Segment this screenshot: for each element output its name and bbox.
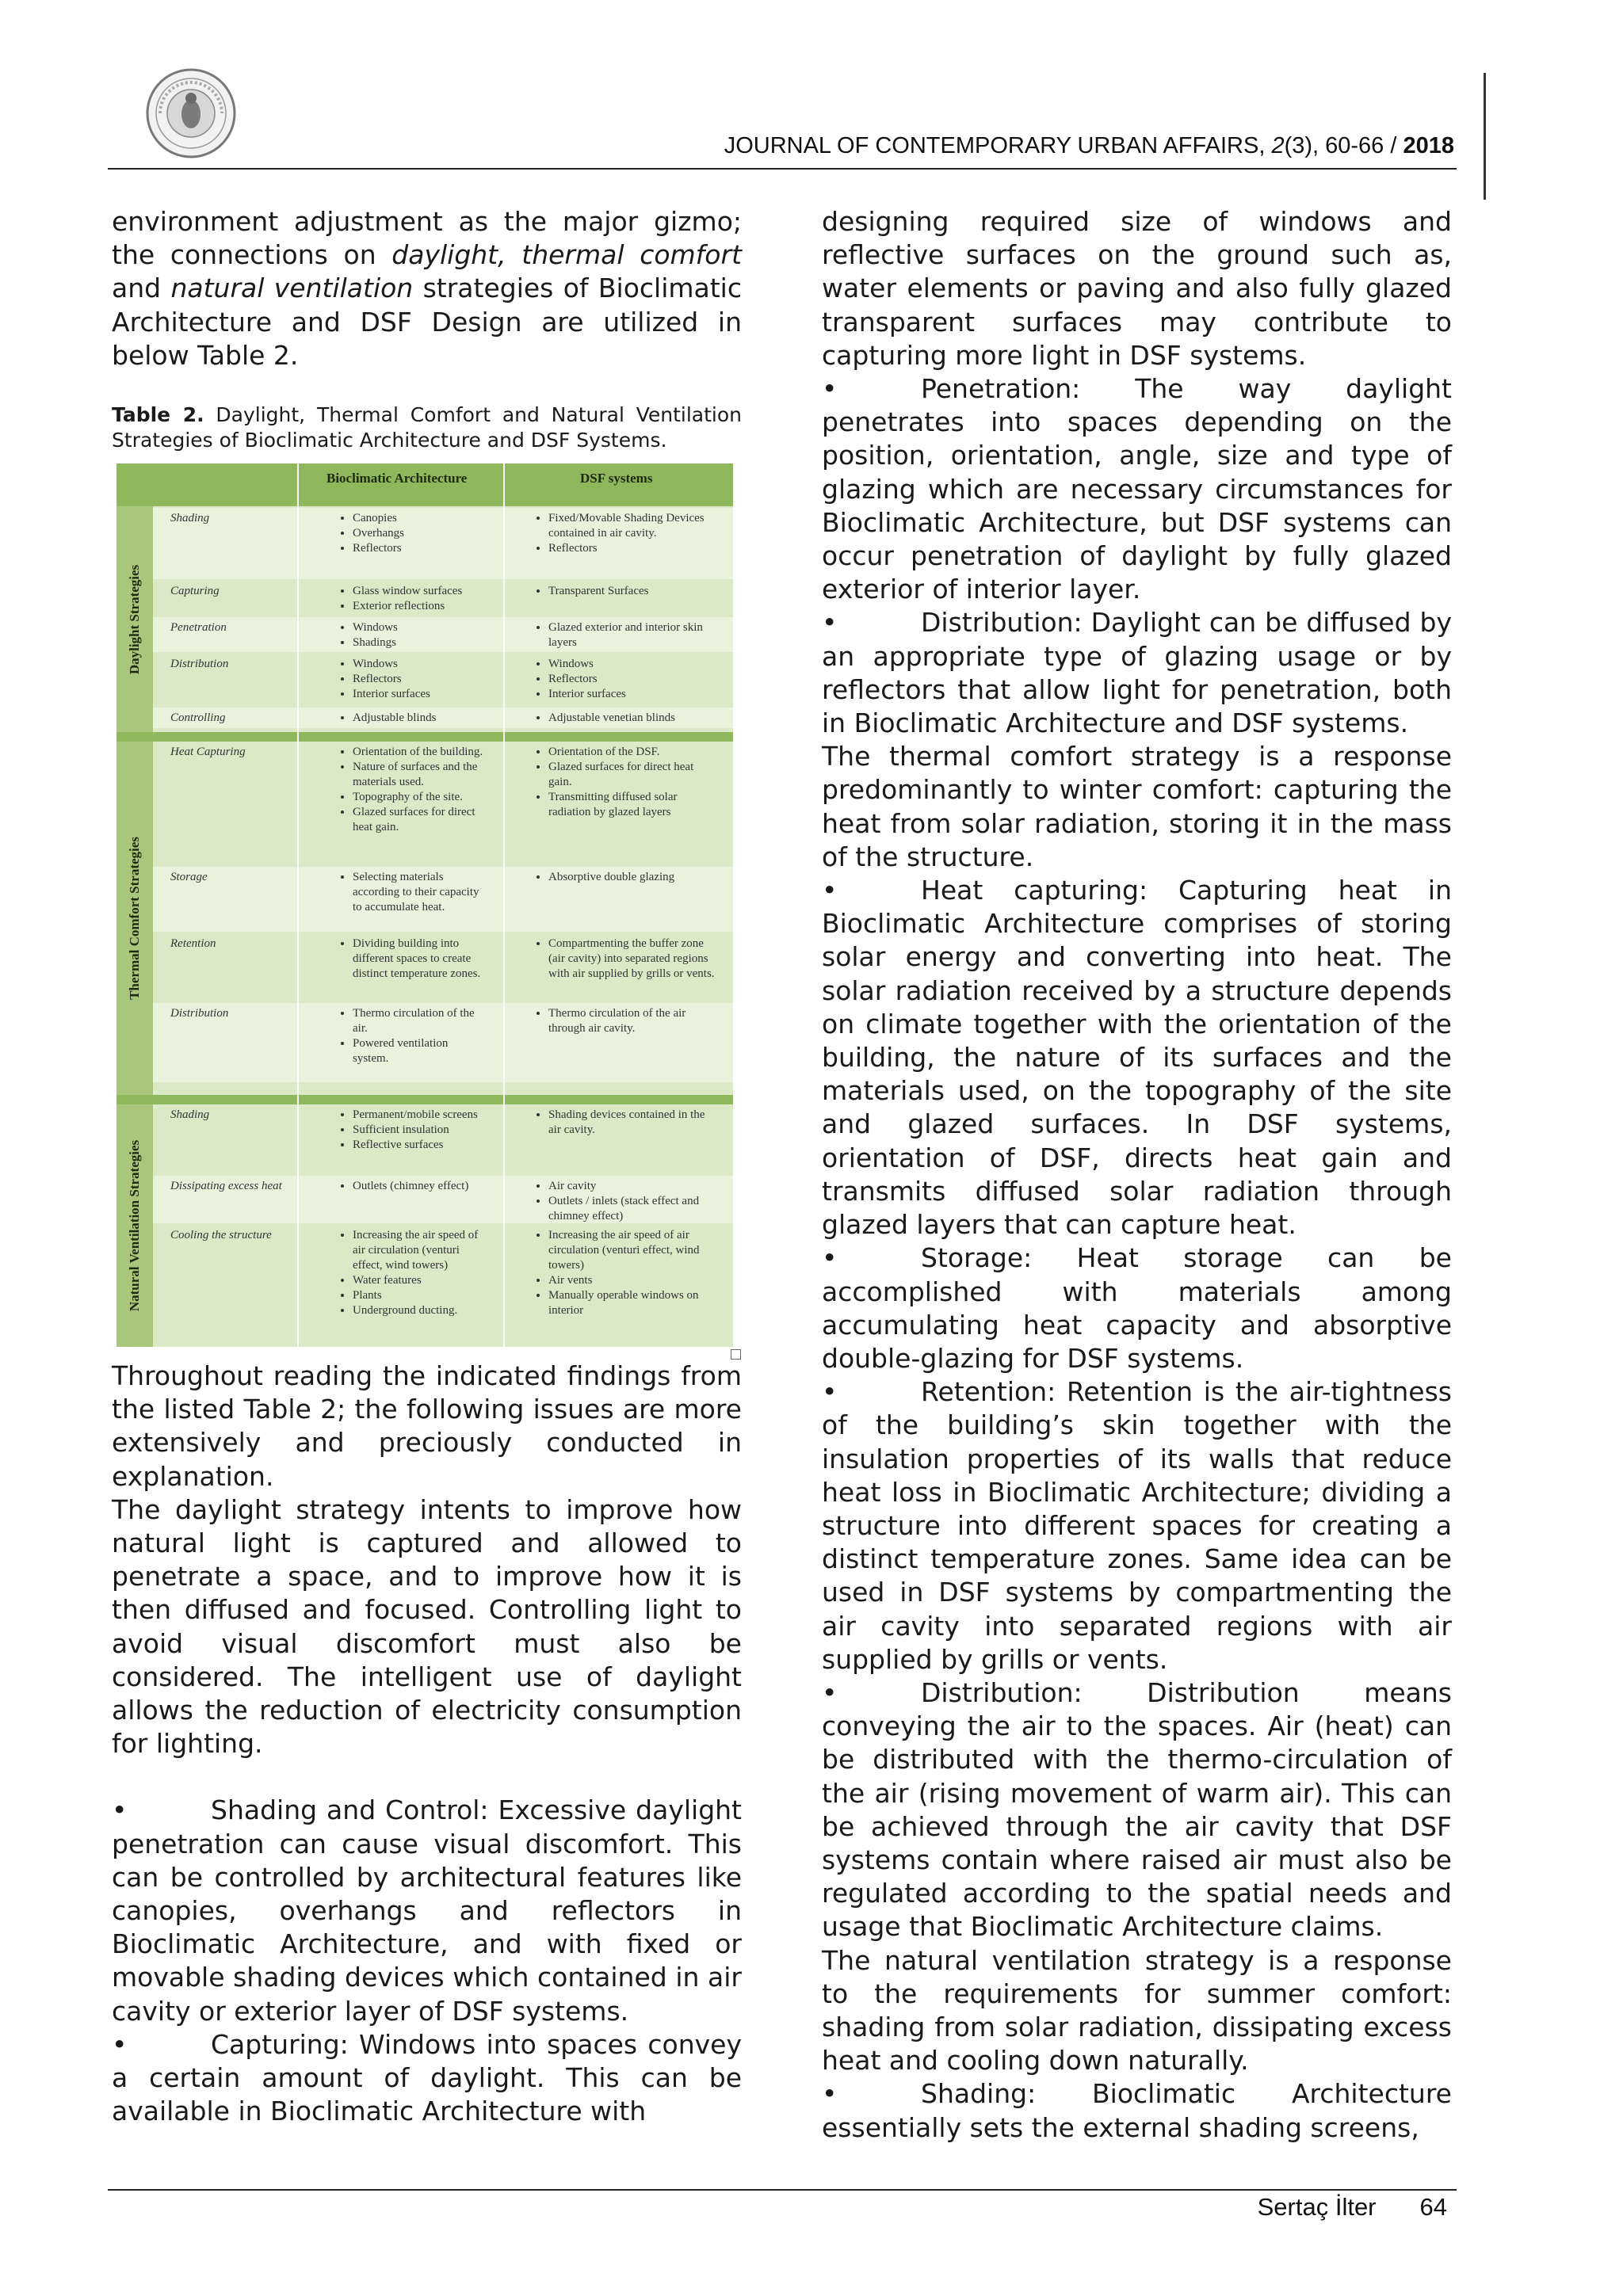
bullet-text: Capturing: Windows into spaces convey a certain amount of daylight. This can be available in Bioclimatic Architecture with — [112, 2028, 742, 2127]
paragraph-capturing-cont: designing required size of windows and reflective surfaces on the ground such as, water elements or paving and also fully glazed transparent surfaces may contribute to capturing more light in DSF systems. — [822, 206, 1452, 371]
table-cell-item: • Glazed exterior and interior skin layers — [548, 620, 720, 650]
bullet-symbol: • — [822, 1242, 838, 1274]
table-row — [153, 617, 733, 652]
bullet-symbol: • — [822, 875, 838, 906]
table-group-daylight — [116, 506, 153, 732]
table-row-strategy: Distribution — [170, 1007, 229, 1020]
table-cell-item: • Dividing building into different spaces to create distinct temperature zones. — [353, 936, 484, 982]
table-row — [153, 581, 733, 616]
table-cell-bioclimatic — [334, 1179, 484, 1194]
footer-rule — [108, 2189, 1457, 2191]
bullet-storage — [822, 1241, 1452, 1375]
bullet-symbol: • — [112, 2028, 128, 2060]
table-group-ventilation-label: Natural Ventilation Strategies — [127, 1139, 142, 1312]
table-cell-item: • Outlets (chimney effect) — [353, 1179, 484, 1194]
paragraph-ventilation-strategy: The natural ventilation strategy is a response to the requirements for summer comfort: shading from solar radiation, dissipating excess heat and cooling down naturally. — [822, 1944, 1452, 2077]
bullet-text: Retention: Retention is the air-tightness of the building’s skin together with the insulation properties of its walls that reduce heat loss in Bioclimatic Architecture; dividing a structure into different spaces for creating a distinct temperature zones. Same idea can be used in DSF systems by compartmenting the air cavity into separated regions with air supplied by grills or vents. — [822, 1376, 1452, 1675]
bullet-text: Distribution: Distribution means conveying the air to the spaces. Air (heat) can be distributed with the thermo-circulation of the air (rising movement of warm air). This can be achieved through the air cavity that DSF systems contain where raised air must also be regulated according to the spatial needs and usage that Bioclimatic Architecture claims. — [822, 1676, 1452, 1943]
journal-name: JOURNAL OF CONTEMPORARY URBAN AFFAIRS, — [724, 133, 1272, 158]
bullet-capturing — [112, 2028, 742, 2129]
table-cell-bioclimatic — [334, 584, 484, 614]
table-cell-bioclimatic — [334, 657, 484, 702]
table-row — [153, 654, 733, 706]
journal-year: 2018 — [1403, 133, 1454, 158]
paragraph-after-table: Throughout reading the indicated findings from the listed Table 2; the following issues are more extensively and preciously conducted in explanation. — [112, 1360, 742, 1492]
table-cell-bioclimatic — [334, 711, 484, 726]
table-col-bioclimatic: Bioclimatic Architecture — [327, 471, 468, 486]
table-group-ventilation — [116, 1104, 153, 1347]
table-row-strategy: Heat Capturing — [170, 746, 246, 758]
table-cell-item: • Windows — [353, 657, 484, 672]
table-row — [153, 1225, 733, 1347]
bullet-symbol: • — [112, 1794, 128, 1826]
table-caption-text: Daylight, Thermal Comfort and Natural Ventilation Strategies of Bioclimatic Architecture and DSF Systems. — [112, 403, 743, 452]
table-row-strategy: Retention — [170, 937, 216, 950]
right-column — [822, 205, 1452, 2145]
table-cell-item: • Reflective surfaces — [353, 1138, 484, 1153]
table-2 — [116, 463, 733, 1347]
bullet-retention — [822, 1375, 1452, 1676]
paragraph-gap — [112, 1760, 742, 1794]
table-row-strategy: Shading — [170, 512, 210, 524]
table-row — [153, 508, 733, 579]
table-cell-item: • Thermo circulation of the air. — [353, 1006, 484, 1036]
table-cell-item: • Overhangs — [353, 526, 484, 541]
table-cell-item: • Plants — [353, 1288, 484, 1303]
left-column-lower — [112, 1360, 742, 2128]
table-cell-item: • Absorptive double glazing — [548, 870, 720, 885]
table-cell-item: • Canopies — [353, 511, 484, 526]
table-cell-item: • Underground ducting. — [353, 1303, 484, 1318]
table-cell-dsf — [529, 1108, 720, 1138]
bullet-text: Shading and Control: Excessive daylight penetration can cause visual discomfort. This can be controlled by architectural features like canopies, overhangs and reflectors in Bioclimatic Architecture, and with fixed or movable shading devices which contained in air cavity or exterior layer of DSF systems. — [112, 1794, 742, 2027]
table-cell-item: • Manually operable windows on interior — [548, 1288, 720, 1318]
table-cell-item: • Selecting materials according to their capacity to accumulate heat. — [353, 870, 484, 915]
journal-seal-logo — [144, 67, 238, 160]
bullet-symbol: • — [822, 2078, 838, 2110]
table-cell-dsf — [529, 870, 720, 885]
table-row-strategy: Penetration — [170, 621, 227, 634]
table-cell-item: • Increasing the air speed of air circulation (venturi effect, wind towers) — [548, 1228, 720, 1273]
table-row — [153, 1104, 733, 1174]
bullet-symbol: • — [822, 373, 838, 405]
table-caption — [112, 402, 742, 453]
table-cell-item: • Permanent/mobile screens — [353, 1108, 484, 1123]
table-cell-bioclimatic — [334, 1108, 484, 1153]
table-row — [153, 707, 733, 728]
table-cell-item: • Reflectors — [353, 672, 484, 687]
table-col-dsf: DSF systems — [580, 471, 653, 486]
table-cell-item: • Reflectors — [548, 672, 720, 687]
table-cell-item: • Reflectors — [548, 541, 720, 556]
table-cell-item: • Transmitting diffused solar radiation by glazed layers — [548, 790, 720, 820]
table-cell-item: • Glass window surfaces — [353, 584, 484, 599]
table-cell-item: • Nature of surfaces and the materials used. — [353, 760, 484, 790]
table-cell-item: • Windows — [548, 657, 720, 672]
bullet-text: Heat capturing: Capturing heat in Bioclimatic Architecture comprises of storing solar energy and converting into heat. The solar radiation received by a structure depends on climate together with the orientation of the building, the nature of its surfaces and the materials used, on the topography of the site and glazed surfaces. In DSF systems, orientation of DSF, directs heat gain and transmits diffused solar radiation through glazed layers that can capture heat. — [822, 875, 1452, 1241]
intro-paragraph — [112, 205, 742, 372]
intro-text-2: and — [112, 273, 171, 304]
table-row — [153, 742, 733, 865]
table-cell-item: • Powered ventilation system. — [353, 1036, 484, 1066]
table-cell-item: • Glazed surfaces for direct heat gain. — [548, 760, 720, 790]
bullet-symbol: • — [822, 607, 838, 639]
table-cell-dsf — [529, 1006, 720, 1036]
intro-italic-2: natural ventilation — [170, 273, 414, 304]
table-cell-dsf — [529, 511, 720, 556]
table-cell-item: • Reflectors — [353, 541, 484, 556]
table-caption-label: Table 2. — [112, 403, 204, 426]
table-row-strategy: Dissipating excess heat — [170, 1180, 282, 1192]
intro-italic-1: daylight, thermal comfort — [391, 239, 742, 271]
header-rule — [108, 168, 1457, 170]
table-cell-bioclimatic — [334, 1228, 484, 1318]
table-row-strategy: Storage — [170, 871, 208, 883]
table-cell-dsf — [529, 584, 720, 599]
journal-issue-pages: (3), 60-66 / — [1284, 133, 1403, 158]
table-cell-item: • Orientation of the DSF. — [548, 745, 720, 760]
table-row — [153, 933, 733, 1001]
table-row-strategy: Shading — [170, 1108, 210, 1121]
page-footer — [1258, 2193, 1447, 2222]
table-row — [153, 1176, 733, 1223]
table-row-strategy: Cooling the structure — [170, 1229, 272, 1241]
table-cell-dsf — [529, 745, 720, 820]
table-cell-item: • Shadings — [353, 635, 484, 650]
table-cell-dsf — [529, 711, 720, 726]
table-cell-item: • Outlets / inlets (stack effect and chimney effect) — [548, 1194, 720, 1224]
table-row-strategy: Controlling — [170, 711, 226, 724]
intro-text-1: environment adjustment as the major gizmo; the connections on — [112, 206, 742, 271]
table-cell-item: • Interior surfaces — [548, 687, 720, 702]
page-number: 64 — [1419, 2193, 1447, 2221]
table-cell-dsf — [529, 1179, 720, 1224]
intro-text-3: strategies of Bioclimatic Architecture and DSF Design are utilized in below Table 2. — [112, 273, 742, 371]
table-divider-1 — [297, 463, 299, 1347]
journal-volume: 2 — [1271, 133, 1285, 158]
bullet-text: Shading: Bioclimatic Architecture essentially sets the external shading screens, — [822, 2078, 1452, 2143]
table-cell-item: • Adjustable venetian blinds — [548, 711, 720, 726]
header-vertical-rule — [1484, 73, 1486, 200]
table-divider-2 — [503, 463, 505, 1347]
footer-author: Sertaç İlter — [1257, 2193, 1377, 2221]
table-section-band — [116, 732, 733, 742]
table-row-strategy: Distribution — [170, 658, 229, 670]
bullet-text: Storage: Heat storage can be accomplished with materials among accumulating heat capacity and absorptive double-glazing for DSF systems. — [822, 1242, 1452, 1374]
table-cell-item: • Increasing the air speed of air circulation (venturi effect, wind towers) — [353, 1228, 484, 1273]
table-cell-item: • Exterior reflections — [353, 599, 484, 614]
table-row — [153, 1003, 733, 1082]
left-column — [112, 205, 742, 372]
table-cell-item: • Glazed surfaces for direct heat gain. — [353, 805, 484, 835]
bullet-distribution-air — [822, 1676, 1452, 1944]
table-cell-item: • Orientation of the building. — [353, 745, 484, 760]
table-cell-item: • Shading devices contained in the air cavity. — [548, 1108, 720, 1138]
table-cell-dsf — [529, 620, 720, 650]
table-group-thermal-label: Thermal Comfort Strategies — [127, 837, 142, 1000]
table-cell-item: • Air cavity — [548, 1179, 720, 1194]
table-cell-item: • Fixed/Movable Shading Devices contained in air cavity. — [548, 511, 720, 541]
table-row — [153, 867, 733, 932]
table-cell-bioclimatic — [334, 745, 484, 835]
table-cell-item: • Water features — [353, 1273, 484, 1288]
table-row-strategy: Capturing — [170, 585, 220, 597]
table-section-band — [116, 1095, 733, 1104]
table-cell-bioclimatic — [334, 936, 484, 982]
bullet-symbol: • — [822, 1376, 838, 1408]
table-cell-bioclimatic — [334, 870, 484, 915]
table-group-daylight-label: Daylight Strategies — [127, 564, 142, 674]
bullet-shading — [822, 2077, 1452, 2144]
table-cell-item: • Thermo circulation of the air through air cavity. — [548, 1006, 720, 1036]
table-cell-bioclimatic — [334, 1006, 484, 1066]
journal-header — [724, 133, 1454, 159]
bullet-penetration — [822, 372, 1452, 606]
table-cell-item: • Sufficient insulation — [353, 1123, 484, 1138]
table-cell-item: • Interior surfaces — [353, 687, 484, 702]
table-cell-item: • Windows — [353, 620, 484, 635]
table-cell-item: • Topography of the site. — [353, 790, 484, 805]
bullet-text: Penetration: The way daylight penetrates into spaces depending on the position, orientation, angle, size and type of glazing which are necessary circumstances for Bioclimatic Architecture, but DSF systems can occur penetration of daylight by fully glazed exterior of interior layer. — [822, 373, 1452, 605]
bullet-distribution-light — [822, 606, 1452, 740]
image-resize-handle[interactable] — [731, 1349, 741, 1360]
table-cell-item: • Air vents — [548, 1273, 720, 1288]
paragraph-thermal-strategy: The thermal comfort strategy is a response predominantly to winter comfort: capturing the heat from solar radiation, storing it in the mass of the structure. — [822, 741, 1452, 872]
table-cell-bioclimatic — [334, 620, 484, 650]
paragraph-daylight-strategy: The daylight strategy intents to improve how natural light is captured and allowed to penetrate a space, and to improve how it is then diffused and focused. Controlling light to avoid visual discomfort must also be considered. The intelligent use of daylight allows the reduction of electricity consumption for lighting. — [112, 1493, 742, 1760]
table-header-row — [116, 463, 733, 497]
table-section-band — [116, 497, 733, 506]
table-cell-dsf — [529, 936, 720, 982]
table-cell-item: • Transparent Surfaces — [548, 584, 720, 599]
bullet-heat-capturing — [822, 874, 1452, 1241]
bullet-shading-control — [112, 1794, 742, 2027]
table-cell-item: • Compartmenting the buffer zone (air cavity) into separated regions with air supplied by grills or vents. — [548, 936, 720, 982]
bullet-text: Distribution: Daylight can be diffused by an appropriate type of glazing usage or by reflectors that allow light for penetration, both in Bioclimatic Architecture and DSF systems. — [822, 607, 1452, 739]
table-cell-bioclimatic — [334, 511, 484, 556]
bullet-symbol: • — [822, 1676, 838, 1708]
table-cell-item: • Adjustable blinds — [353, 711, 484, 726]
table-cell-dsf — [529, 657, 720, 702]
table-group-thermal — [116, 742, 153, 1095]
table-cell-dsf — [529, 1228, 720, 1318]
